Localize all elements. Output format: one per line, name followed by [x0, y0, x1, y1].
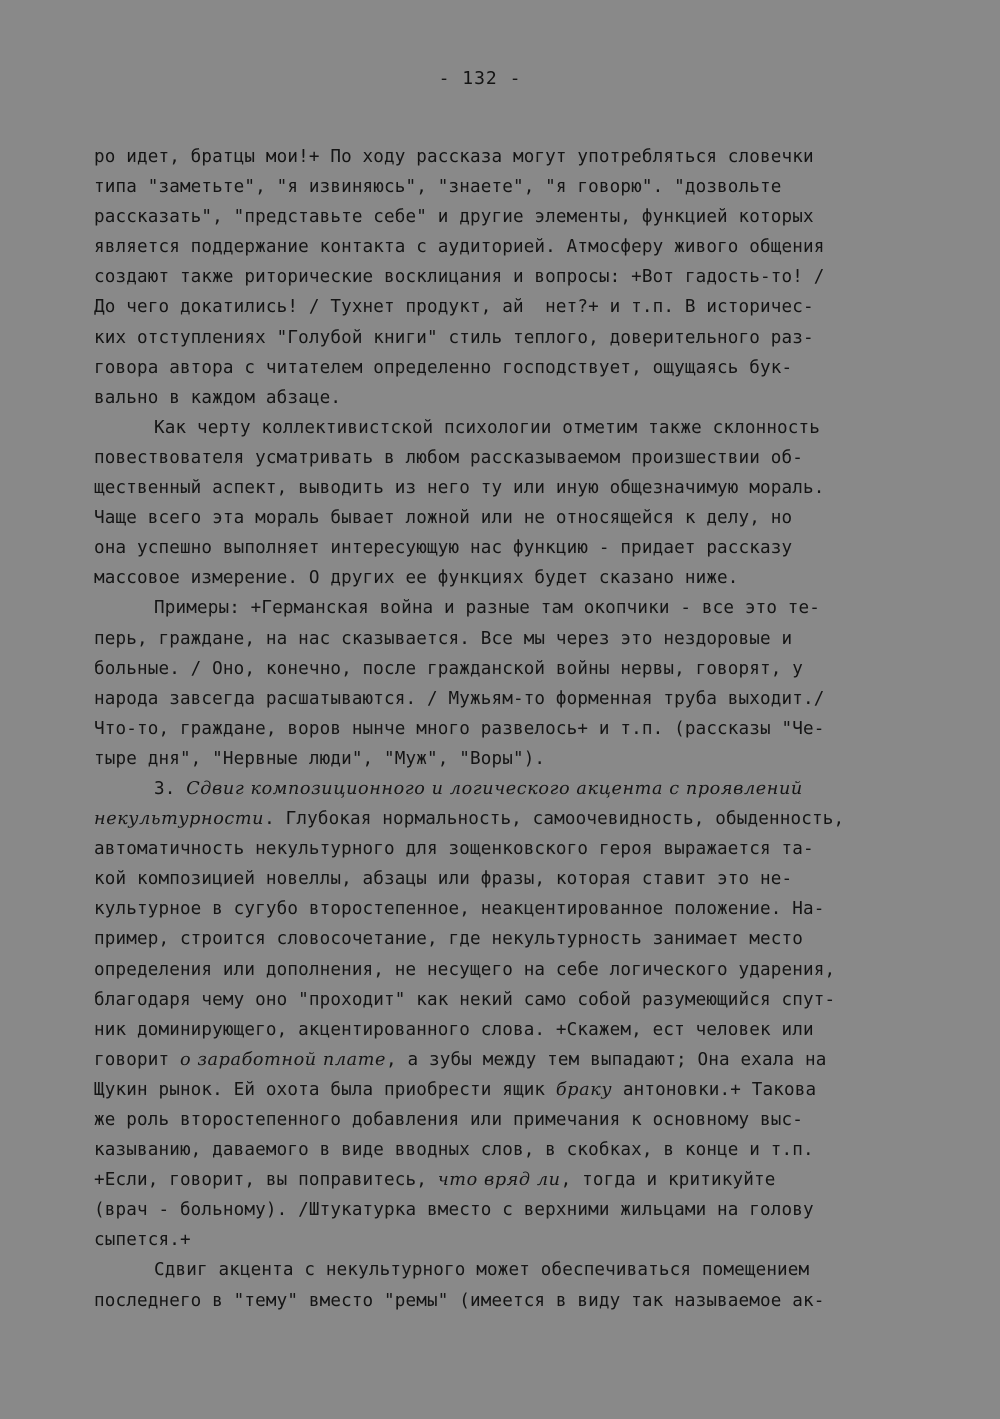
- line-text: тыре дня", "Нервные люди", "Муж", "Воры").: [94, 748, 546, 769]
- line-text: Щукин рынок. Ей охота была приобрести ящик: [94, 1079, 556, 1100]
- line-text: щественный аспект, выводить из него ту или иную общезначимую мораль.: [94, 478, 825, 499]
- line-text: антоновки.+ Такова: [612, 1079, 817, 1100]
- text-line: [94, 262, 924, 292]
- line-text: . Глубокая нормальность, самоочевидность, обыденность,: [264, 809, 845, 830]
- text-line: [94, 533, 924, 563]
- line-text: является поддержание контакта с аудиторией. Атмосферу живого общения: [94, 237, 825, 258]
- text-line: [94, 744, 924, 774]
- text-line: [94, 624, 924, 654]
- text-line: [94, 473, 924, 503]
- line-text: Чаще всего эта мораль бывает ложной или не относящейся к делу, но: [94, 508, 793, 529]
- text-line: [94, 413, 924, 443]
- text-line: [94, 774, 924, 804]
- line-text: 3.: [154, 778, 187, 799]
- text-line: [94, 1195, 924, 1225]
- text-line: [94, 1255, 924, 1285]
- text-line: [94, 955, 924, 985]
- line-text: сыпется.+: [94, 1230, 191, 1251]
- text-line: [94, 1286, 924, 1316]
- text-line: [94, 593, 924, 623]
- text-line: [94, 232, 924, 262]
- line-text: Сдвиг акцента с некультурного может обеспечиваться помещением: [154, 1260, 810, 1281]
- italic-text: что вряд ли: [437, 1170, 561, 1191]
- text-line: [94, 1225, 924, 1255]
- text-line: [94, 323, 924, 353]
- italic-text: о заработной плате: [179, 1049, 387, 1070]
- line-text: До чего докатились! / Тухнет продукт, ай нет?+ и т.п. В историчес-: [94, 297, 814, 318]
- line-text: , тогда и критикуйте: [560, 1170, 776, 1191]
- line-text: Что-то, граждане, воров нынче много развелось+ и т.п. (рассказы "Че-: [94, 718, 825, 739]
- line-text: Как черту коллективистской психологии отметим также склонность: [154, 417, 821, 438]
- text-line: [94, 1045, 924, 1075]
- italic-text: браку: [555, 1079, 613, 1100]
- text-line: [94, 353, 924, 383]
- line-text: , а зубы между тем выпадают; Она ехала на: [386, 1049, 827, 1070]
- text-line: [94, 1135, 924, 1165]
- body-text: [94, 142, 924, 1316]
- text-line: [94, 292, 924, 322]
- text-line: [94, 202, 924, 232]
- text-line: [94, 985, 924, 1015]
- line-text: говорит: [94, 1049, 180, 1070]
- line-text: типа "заметьте", "я извиняюсь", "знаете", "я говорю". "дозвольте: [94, 177, 782, 198]
- text-line: [94, 503, 924, 533]
- line-text: ро идет, братцы мои!+ По ходу рассказа могут употребляться словечки: [94, 147, 814, 167]
- text-line: [94, 563, 924, 593]
- text-line: [94, 894, 924, 924]
- text-line: [94, 834, 924, 864]
- text-line: [94, 864, 924, 894]
- text-line: [94, 654, 924, 684]
- line-text: последнего в "тему" вместо "ремы" (имеется в виду так называемое ак-: [94, 1290, 825, 1311]
- line-text: +Если, говорит, вы поправитесь,: [94, 1170, 438, 1191]
- line-text: создают также риторические восклицания и вопросы: +Вот гадость-то! /: [94, 267, 825, 288]
- line-text: же роль второстепенного добавления или примечания к основному выс-: [94, 1110, 803, 1130]
- line-text: пример, строится словосочетание, где некультурность занимает место: [94, 929, 803, 950]
- line-text: она успешно выполняет интересующую нас функцию - придает рассказу: [94, 538, 793, 559]
- text-line: [94, 142, 924, 172]
- line-text: Примеры: +Германская война и разные там окопчики - все это те-: [154, 598, 821, 619]
- line-text: вально в каждом абзаце.: [94, 387, 342, 408]
- line-text: массовое измерение. О других ее функциях будет сказано ниже.: [94, 568, 739, 589]
- text-line: [94, 172, 924, 202]
- line-text: культурное в сугубо второстепенное, неакцентированное положение. На-: [94, 899, 825, 920]
- line-text: перь, граждане, на нас сказывается. Все мы через это нездоровые и: [94, 628, 793, 649]
- line-text: больные. / Оно, конечно, после гражданской войны нервы, говорят, у: [94, 658, 803, 679]
- line-text: ких отступлениях "Голубой книги" стиль теплого, доверительного раз-: [94, 327, 814, 348]
- line-text: автоматичность некультурного для зощенковского героя выражается та-: [94, 839, 814, 860]
- line-text: благодаря чему оно "проходит" как некий само собой разумеющийся спут-: [94, 989, 836, 1010]
- text-line: [94, 684, 924, 714]
- text-line: [94, 443, 924, 473]
- italic-text: Сдвиг композиционного и логического акцента с проявлений: [186, 778, 803, 799]
- text-line: [94, 924, 924, 954]
- line-text: (врач - больному). /Штукатурка вместо с верхними жильцами на голову: [94, 1200, 814, 1221]
- line-text: ник доминирующего, акцентированного слова. +Скажем, ест человек или: [94, 1019, 814, 1040]
- line-text: говора автора с читателем определенно господствует, ощущаясь бук-: [94, 357, 793, 378]
- text-line: [94, 383, 924, 413]
- line-text: народа завсегда расшатываются. / Мужьям-то форменная труба выходит./: [94, 688, 825, 709]
- text-line: [94, 1015, 924, 1045]
- line-text: рассказать", "представьте себе" и другие элементы, функцией которых: [94, 207, 814, 228]
- italic-text: некультурности: [94, 809, 265, 830]
- text-line: [94, 804, 924, 834]
- text-line: [94, 1105, 924, 1135]
- line-text: определения или дополнения, не несущего на себе логического ударения,: [94, 959, 836, 980]
- text-line: [94, 1165, 924, 1195]
- page-number: - 132 -: [438, 68, 522, 89]
- line-text: кой композицией новеллы, абзацы или фразы, которая ставит это не-: [94, 869, 793, 890]
- line-text: повествователя усматривать в любом рассказываемом произшествии об-: [94, 447, 803, 468]
- text-line: [94, 714, 924, 744]
- text-line: [94, 1075, 924, 1105]
- line-text: казыванию, даваемого в виде вводных слов, в скобках, в конце и т.п.: [94, 1140, 814, 1161]
